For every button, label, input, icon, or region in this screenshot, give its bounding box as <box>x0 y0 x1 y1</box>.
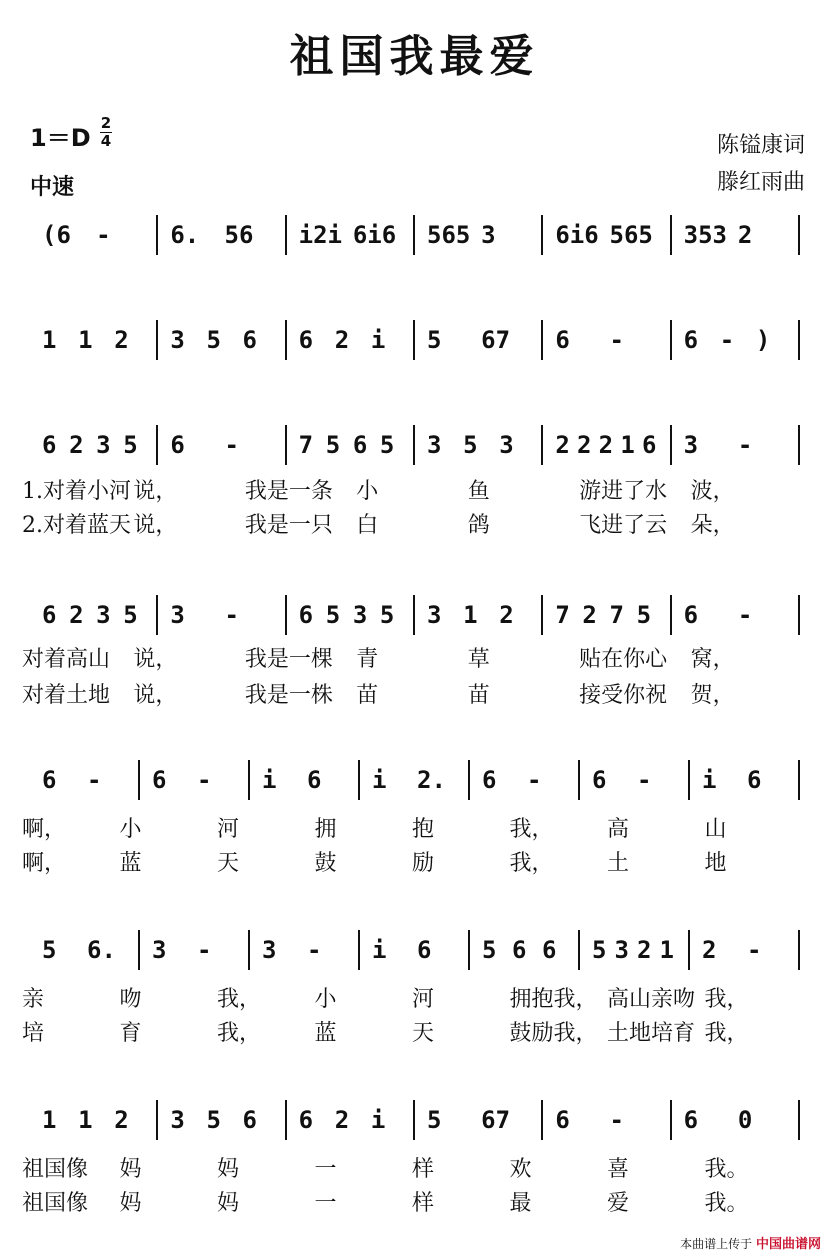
lyric-word: 拥抱我， <box>509 987 598 1012</box>
note: 6 <box>683 601 699 629</box>
lyric-word: 山 <box>704 817 727 842</box>
barline <box>156 1100 158 1140</box>
note: 3 <box>170 601 185 629</box>
note: - <box>609 1106 624 1134</box>
note: 5 <box>325 431 341 459</box>
lyric-word: 我是一条 <box>244 479 333 504</box>
note: i <box>262 766 277 794</box>
note: 5 <box>379 431 395 459</box>
note: - <box>197 936 212 964</box>
lyric-word: 小 <box>119 817 142 842</box>
composer-credit: 滕红雨曲 <box>716 170 805 195</box>
note: 3 <box>262 936 277 964</box>
note: 3 <box>152 936 167 964</box>
lyric-word: 啊， <box>22 851 67 876</box>
note: 6 <box>417 936 432 964</box>
staff-row <box>30 215 810 255</box>
note: 6 <box>512 936 527 964</box>
barline <box>413 595 415 635</box>
note: 3 <box>614 936 629 964</box>
barline <box>798 760 800 800</box>
staff-row <box>30 1100 810 1140</box>
lyric-word: 妈 <box>119 1157 142 1182</box>
barline <box>688 930 690 970</box>
note: - <box>96 221 111 249</box>
note: 5 <box>592 936 607 964</box>
note: - <box>197 766 212 794</box>
note: i <box>372 936 387 964</box>
lyric-word: 天 <box>412 1021 435 1046</box>
lyric-word: 妈 <box>217 1191 240 1216</box>
note: 2 <box>114 326 129 354</box>
note: 2 <box>555 431 570 459</box>
note: 6 <box>592 766 607 794</box>
note: 6 <box>42 601 57 629</box>
lyric-word: 样 <box>412 1157 435 1182</box>
lyric-word: 高 <box>607 817 630 842</box>
note: 1 <box>78 326 93 354</box>
note: i <box>370 1106 386 1134</box>
barline <box>285 595 287 635</box>
lyric-word: 欢 <box>509 1157 532 1182</box>
note: i2i <box>298 221 343 249</box>
note: 5 <box>482 936 497 964</box>
note: 6 <box>683 326 699 354</box>
lyric-word: 说， <box>133 647 178 672</box>
lyric-word: 我是一株 <box>244 683 333 708</box>
note: 6 <box>242 326 257 354</box>
lyric-word: 喜 <box>607 1157 630 1182</box>
barline <box>468 930 470 970</box>
lyric-word: 2.对着蓝天 <box>22 513 131 538</box>
note: 6. <box>170 221 200 249</box>
note: 2 <box>334 1106 350 1134</box>
note: 2 <box>577 431 592 459</box>
barline <box>138 930 140 970</box>
barline <box>156 215 158 255</box>
lyric-word: 鼓 <box>314 851 337 876</box>
barline <box>541 320 543 360</box>
note: 6 <box>298 601 314 629</box>
lyric-word: 拥 <box>314 817 337 842</box>
note: 7 <box>555 601 570 629</box>
lyric-word: 一 <box>314 1191 337 1216</box>
barline <box>248 930 250 970</box>
note: - <box>307 936 322 964</box>
note: - <box>737 601 753 629</box>
barline <box>798 930 800 970</box>
barline <box>798 1100 800 1140</box>
barline <box>670 425 672 465</box>
note: - <box>609 326 624 354</box>
note: 1 <box>659 936 674 964</box>
lyric-word: 对着土地 <box>22 683 111 708</box>
lyric-word: 地 <box>704 851 727 876</box>
note: 67 <box>481 1106 511 1134</box>
lyric-word: 河 <box>217 817 240 842</box>
lyric-word: 我是一棵 <box>244 647 333 672</box>
note: 5 <box>123 601 138 629</box>
note: 1 <box>463 601 478 629</box>
barline <box>248 760 250 800</box>
barline <box>413 320 415 360</box>
note: 0 <box>737 1106 753 1134</box>
lyric-word: 我， <box>509 851 554 876</box>
lyric-word: 我。 <box>704 1157 749 1182</box>
note: 2 <box>582 601 597 629</box>
note: 6 <box>307 766 322 794</box>
lyric-word: 我是一只 <box>244 513 333 538</box>
note: 1 <box>78 1106 93 1134</box>
lyric-word: 1.对着小河 <box>22 479 131 504</box>
lyric-word: 样 <box>412 1191 435 1216</box>
note: 67 <box>481 326 511 354</box>
lyric-word: 妈 <box>217 1157 240 1182</box>
note: 5 <box>325 601 341 629</box>
note: 6 <box>152 766 167 794</box>
barline <box>156 425 158 465</box>
lyric-word: 我， <box>217 1021 262 1046</box>
lyric-word: 鱼 <box>467 479 490 504</box>
note: 6 <box>542 936 557 964</box>
lyric-word: 土 <box>607 851 630 876</box>
barline <box>413 215 415 255</box>
lyric-word: 对着高山 <box>22 647 111 672</box>
note: 3 <box>499 431 514 459</box>
barline <box>285 320 287 360</box>
barline <box>541 595 543 635</box>
note: - <box>637 766 652 794</box>
lyric-word: 游进了水 <box>579 479 668 504</box>
barline <box>688 760 690 800</box>
note: 2. <box>417 766 446 794</box>
lyric-word: 一 <box>314 1157 337 1182</box>
lyric-word: 我， <box>704 987 749 1012</box>
note: 3 <box>481 221 496 249</box>
lyric-line <box>22 508 812 540</box>
lyric-line <box>22 846 812 878</box>
barline <box>358 760 360 800</box>
note: 3 <box>352 601 368 629</box>
lyric-word: 接受你祝 <box>579 683 668 708</box>
note: 1 <box>620 431 635 459</box>
barline <box>413 425 415 465</box>
lyric-line <box>22 1186 812 1218</box>
note: 6 <box>642 431 657 459</box>
barline <box>358 930 360 970</box>
note: 2 <box>69 601 84 629</box>
note: 6 <box>555 1106 570 1134</box>
note: 2 <box>334 326 350 354</box>
note: 6 <box>298 1106 314 1134</box>
lyric-word: 河 <box>412 987 435 1012</box>
lyric-word: 励 <box>412 851 435 876</box>
note: 1 <box>42 1106 57 1134</box>
note: 6 <box>298 326 314 354</box>
lyric-word: 培 <box>22 1021 45 1046</box>
lyric-line <box>22 678 812 710</box>
lyric-word: 我， <box>704 1021 749 1046</box>
lyric-word: 我， <box>509 817 554 842</box>
note: 2 <box>702 936 717 964</box>
lyric-word: 朵， <box>690 513 735 538</box>
tempo-marking: 中速 <box>30 175 75 200</box>
lyric-word: 祖国像 <box>22 1191 89 1216</box>
barline <box>468 760 470 800</box>
lyricist-credit: 陈镒康词 <box>716 133 805 158</box>
lyric-word: 鸽 <box>467 513 490 538</box>
lyric-word: 爱 <box>607 1191 630 1216</box>
staff-row <box>30 425 810 465</box>
lyric-word: 贴在你心 <box>579 647 668 672</box>
lyric-word: 飞进了云 <box>579 513 668 538</box>
song-title: 祖国我最爱 <box>289 31 540 82</box>
lyric-word: 青 <box>356 647 379 672</box>
footer-brand: 中国曲谱网 <box>755 1237 821 1252</box>
note: - <box>87 766 102 794</box>
note: 6 <box>242 1106 257 1134</box>
lyric-line <box>22 1016 812 1048</box>
note: 5 <box>463 431 478 459</box>
lyric-word: 鼓励我， <box>509 1021 598 1046</box>
note: 7 <box>298 431 314 459</box>
note: 2 <box>499 601 514 629</box>
lyric-word: 抱 <box>412 817 435 842</box>
barline <box>156 595 158 635</box>
lyric-word: 小 <box>356 479 379 504</box>
barline <box>285 215 287 255</box>
note: (6 <box>42 221 71 249</box>
time-signature <box>100 115 112 150</box>
staff-row <box>30 760 810 800</box>
note: 353 <box>683 221 728 249</box>
lyric-line <box>22 642 812 674</box>
note: 5 <box>636 601 652 629</box>
note: 6 <box>42 431 57 459</box>
note: 7 <box>609 601 624 629</box>
staff-row <box>30 320 810 360</box>
note: 6 <box>352 431 368 459</box>
barline <box>541 425 543 465</box>
note: 3 <box>96 601 111 629</box>
note: 565 <box>427 221 471 249</box>
note: 6i6 <box>555 221 599 249</box>
lyric-line <box>22 474 812 506</box>
lyric-word: 苗 <box>467 683 490 708</box>
barline <box>798 425 800 465</box>
lyric-word: 白 <box>356 513 379 538</box>
barline <box>670 595 672 635</box>
time-signature-top: 2 <box>100 114 112 132</box>
barline <box>798 320 800 360</box>
note: - <box>224 431 239 459</box>
note: - <box>224 601 239 629</box>
lyric-word: 妈 <box>119 1191 142 1216</box>
note: 6 <box>555 326 570 354</box>
lyric-word: 小 <box>314 987 337 1012</box>
lyric-word: 我， <box>217 987 262 1012</box>
note: 5 <box>206 1106 221 1134</box>
note: ) <box>755 326 771 354</box>
barline <box>138 760 140 800</box>
barline <box>670 320 672 360</box>
note: 3 <box>96 431 111 459</box>
note: i <box>372 766 387 794</box>
key-signature: 1＝D <box>30 124 91 152</box>
staff-row <box>30 595 810 635</box>
lyric-line <box>22 1152 812 1184</box>
barline <box>670 1100 672 1140</box>
note: 3 <box>170 1106 185 1134</box>
lyric-word: 吻 <box>119 987 142 1012</box>
barline <box>578 930 580 970</box>
note: 6 <box>42 766 57 794</box>
note: 5 <box>42 936 57 964</box>
note: 6 <box>482 766 497 794</box>
note: 6 <box>683 1106 699 1134</box>
lyric-word: 说， <box>133 683 178 708</box>
lyric-word: 高山亲吻 <box>607 987 696 1012</box>
lyric-word: 最 <box>509 1191 532 1216</box>
note: - <box>719 326 735 354</box>
barline <box>798 215 800 255</box>
barline <box>578 760 580 800</box>
lyric-word: 苗 <box>356 683 379 708</box>
note: 5 <box>427 326 442 354</box>
note: i <box>702 766 717 794</box>
lyric-word: 祖国像 <box>22 1157 89 1182</box>
lyric-word: 土地培育 <box>607 1021 696 1046</box>
note: 5 <box>206 326 221 354</box>
note: 1 <box>42 326 57 354</box>
lyric-word: 我。 <box>704 1191 749 1216</box>
lyric-word: 蓝 <box>314 1021 337 1046</box>
note: 5 <box>123 431 138 459</box>
barline <box>285 1100 287 1140</box>
note: 6 <box>747 766 762 794</box>
lyric-word: 亲 <box>22 987 45 1012</box>
lyric-word: 草 <box>467 647 490 672</box>
footer-text: 本曲谱上传于 <box>680 1237 753 1251</box>
barline <box>670 215 672 255</box>
barline <box>541 215 543 255</box>
note: 3 <box>427 601 442 629</box>
lyric-line <box>22 982 812 1014</box>
note: 3 <box>427 431 442 459</box>
note: 3 <box>170 326 185 354</box>
note: 56 <box>224 221 254 249</box>
staff-row <box>30 930 810 970</box>
barline <box>413 1100 415 1140</box>
lyric-word: 波， <box>690 479 735 504</box>
lyric-word: 蓝 <box>119 851 142 876</box>
lyric-word: 说， <box>133 513 178 538</box>
note: - <box>737 431 753 459</box>
lyric-word: 天 <box>217 851 240 876</box>
note: 565 <box>609 221 653 249</box>
barline <box>541 1100 543 1140</box>
barline <box>285 425 287 465</box>
note: 5 <box>427 1106 442 1134</box>
note: 6 <box>170 431 185 459</box>
note: 5 <box>379 601 395 629</box>
lyric-word: 啊， <box>22 817 67 842</box>
note: 3 <box>683 431 699 459</box>
barline <box>156 320 158 360</box>
note: 2 <box>598 431 614 459</box>
lyric-word: 贺， <box>690 683 735 708</box>
note: 2 <box>637 936 652 964</box>
footer <box>680 1233 821 1252</box>
note: - <box>747 936 762 964</box>
note: 2 <box>114 1106 129 1134</box>
note: 2 <box>69 431 84 459</box>
lyric-word: 说， <box>133 479 178 504</box>
note: i <box>370 326 386 354</box>
note: 6. <box>87 936 116 964</box>
lyric-line <box>22 812 812 844</box>
lyric-word: 窝， <box>690 647 735 672</box>
lyric-word: 育 <box>119 1021 142 1046</box>
time-signature-bottom: 4 <box>100 132 112 150</box>
note: - <box>527 766 542 794</box>
note: 2 <box>737 221 753 249</box>
note: 6i6 <box>352 221 397 249</box>
barline <box>798 595 800 635</box>
